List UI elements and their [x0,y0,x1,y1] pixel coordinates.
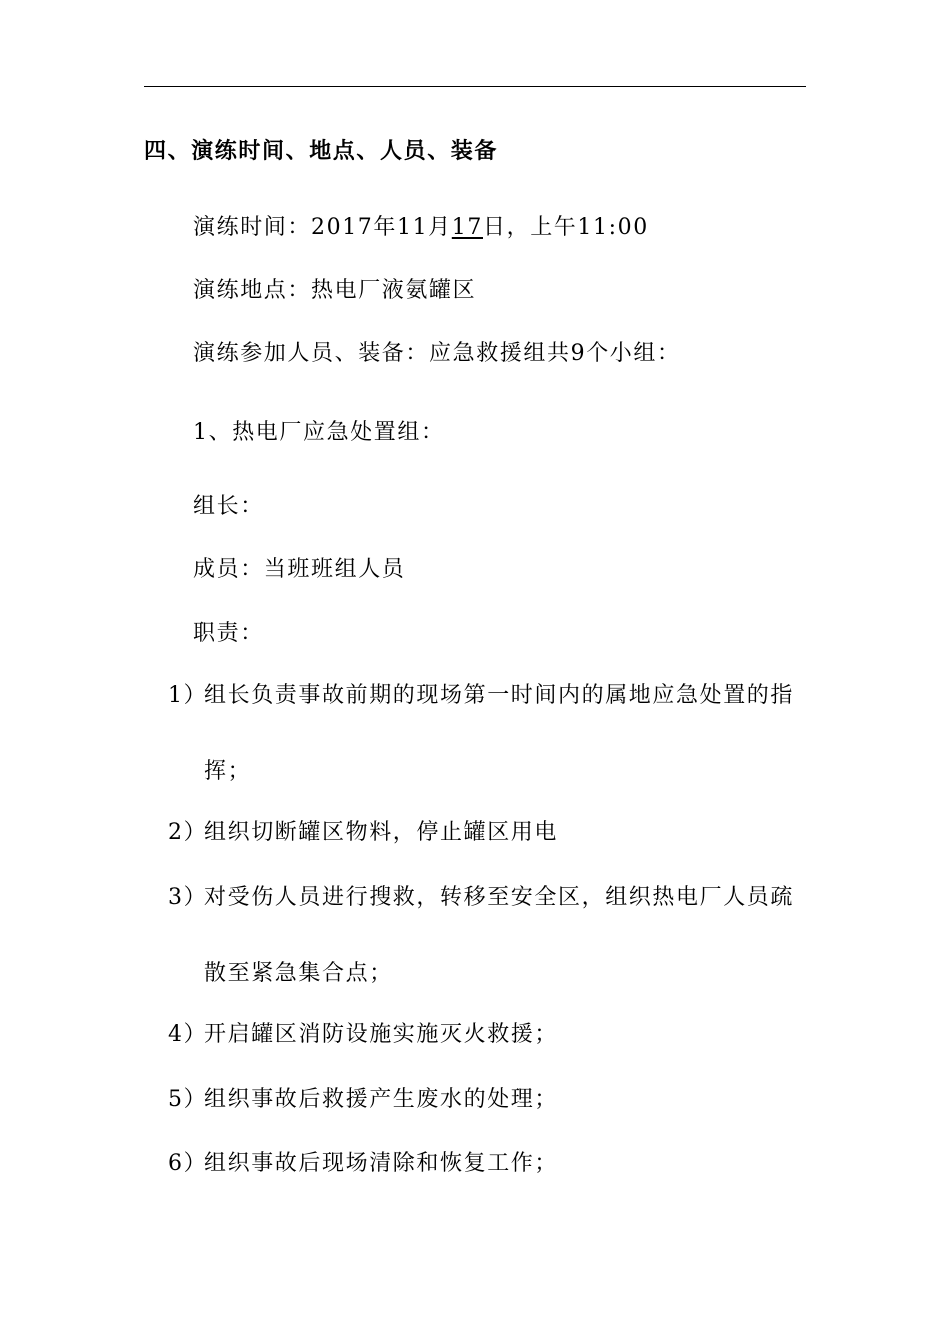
drill-participants: 演练参加人员、装备：应急救援组共9个小组： [193,341,681,366]
duties-label: 职责： [193,621,264,646]
drill-time-day: 17 [451,215,483,240]
duty-number: 4） [168,1022,208,1047]
duty-text: 开启罐区消防设施实施灭火救援； [204,1022,559,1047]
section-heading: 四、演练时间、地点、人员、装备 [144,138,499,164]
drill-time-suffix: 日，上午11:00 [483,215,649,240]
group-title: 1、热电厂应急处置组： [193,420,445,445]
duty-text: 组织事故后现场清除和恢复工作； [204,1151,559,1176]
duty-text-continued: 挥； [204,759,252,784]
header-rule [144,86,806,87]
group-members: 成员：当班班组人员 [193,557,406,582]
duty-number: 3） [168,885,208,910]
duty-text: 组织事故后救援产生废水的处理； [204,1087,559,1112]
drill-time-prefix: 演练时间：2017年11月 [193,215,452,240]
duty-number: 5） [168,1087,208,1112]
duty-number: 6） [168,1151,208,1176]
duty-text: 对受伤人员进行搜救，转移至安全区，组织热电厂人员疏 [204,885,795,910]
duty-text: 组长负责事故前期的现场第一时间内的属地应急处置的指 [204,683,795,708]
duty-number: 1） [168,683,208,708]
drill-location: 演练地点：热电厂液氨罐区 [193,278,477,303]
group-leader: 组长： [193,494,264,519]
duty-text-continued: 散至紧急集合点； [204,961,393,986]
duty-number: 2） [168,820,208,845]
drill-time [193,213,649,243]
duty-text: 组织切断罐区物料，停止罐区用电 [204,820,559,845]
